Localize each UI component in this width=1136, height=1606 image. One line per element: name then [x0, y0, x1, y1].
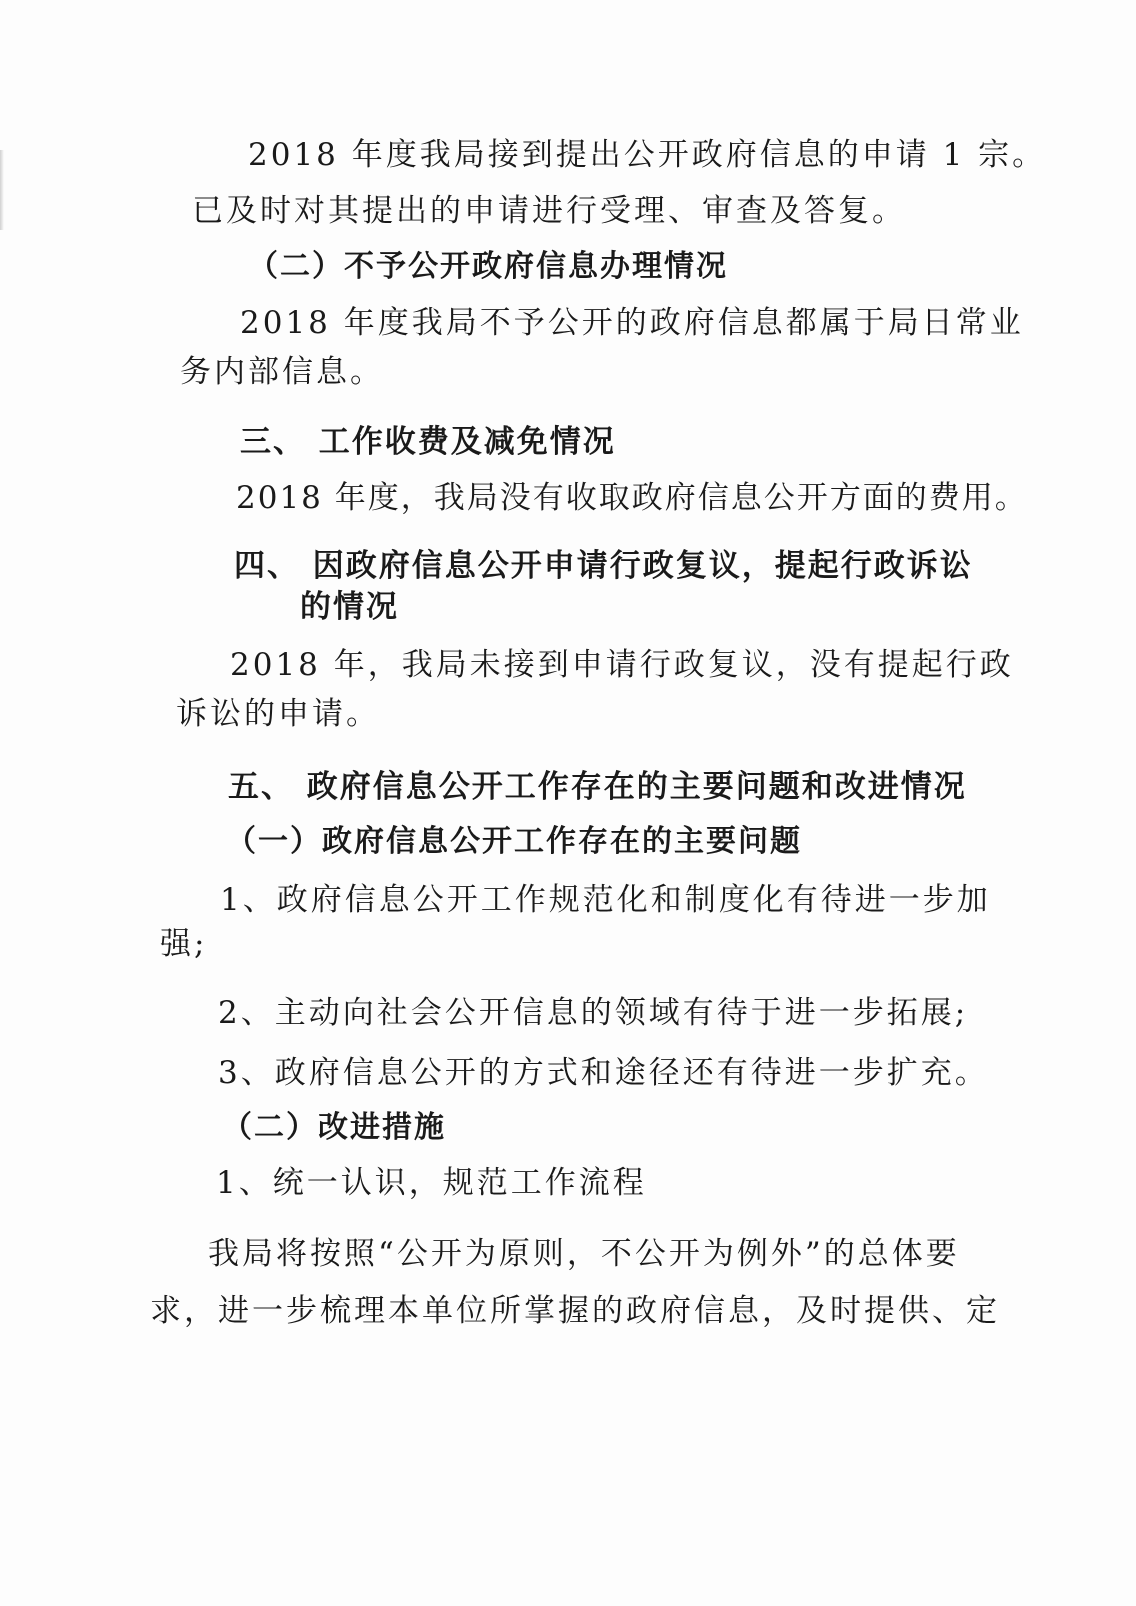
- subsection-heading: （二）改进措施: [222, 1110, 446, 1145]
- section-heading: 四、 因政府信息公开申请行政复议，提起行政诉讼: [234, 548, 973, 584]
- paragraph-line: 3、政府信息公开的方式和途径还有待进一步扩充。: [218, 1055, 989, 1091]
- paragraph-line: 求，进一步梳理本单位所掌握的政府信息，及时提供、定: [150, 1293, 1000, 1329]
- paragraph-line: 诉讼的申请。: [176, 696, 380, 732]
- paragraph-line: 2、主动向社会公开信息的领域有待于进一步拓展;: [218, 995, 969, 1031]
- paragraph-line: 1、政府信息公开工作规范化和制度化有待进一步加: [220, 882, 991, 918]
- paragraph-line: 我局将按照“公开为原则，不公开为例外”的总体要: [208, 1236, 960, 1272]
- paragraph-line: 2018 年，我局未接到申请行政复议，没有提起行政: [230, 647, 1014, 683]
- paragraph-line: 强;: [160, 926, 208, 962]
- paragraph-line: 务内部信息。: [180, 354, 384, 390]
- paragraph-line: 2018 年度我局接到提出公开政府信息的申请 1 宗。: [248, 137, 1047, 173]
- paragraph-line: 2018 年度我局不予公开的政府信息都属于局日常业: [240, 305, 1024, 341]
- paragraph-line: 2018 年度，我局没有收取政府信息公开方面的费用。: [236, 480, 1028, 516]
- section-heading: 三、 工作收费及减免情况: [240, 424, 616, 460]
- subsection-heading: （二）不予公开政府信息办理情况: [248, 249, 728, 284]
- subsection-heading: （一）政府信息公开工作存在的主要问题: [226, 824, 802, 859]
- paragraph-line: 已及时对其提出的申请进行受理、审查及答复。: [192, 193, 906, 229]
- scan-edge-shadow: [0, 150, 4, 230]
- paragraph-line: 1、统一认识，规范工作流程: [216, 1165, 647, 1201]
- section-heading: 五、 政府信息公开工作存在的主要问题和改进情况: [228, 769, 967, 805]
- section-heading: 的情况: [300, 589, 399, 625]
